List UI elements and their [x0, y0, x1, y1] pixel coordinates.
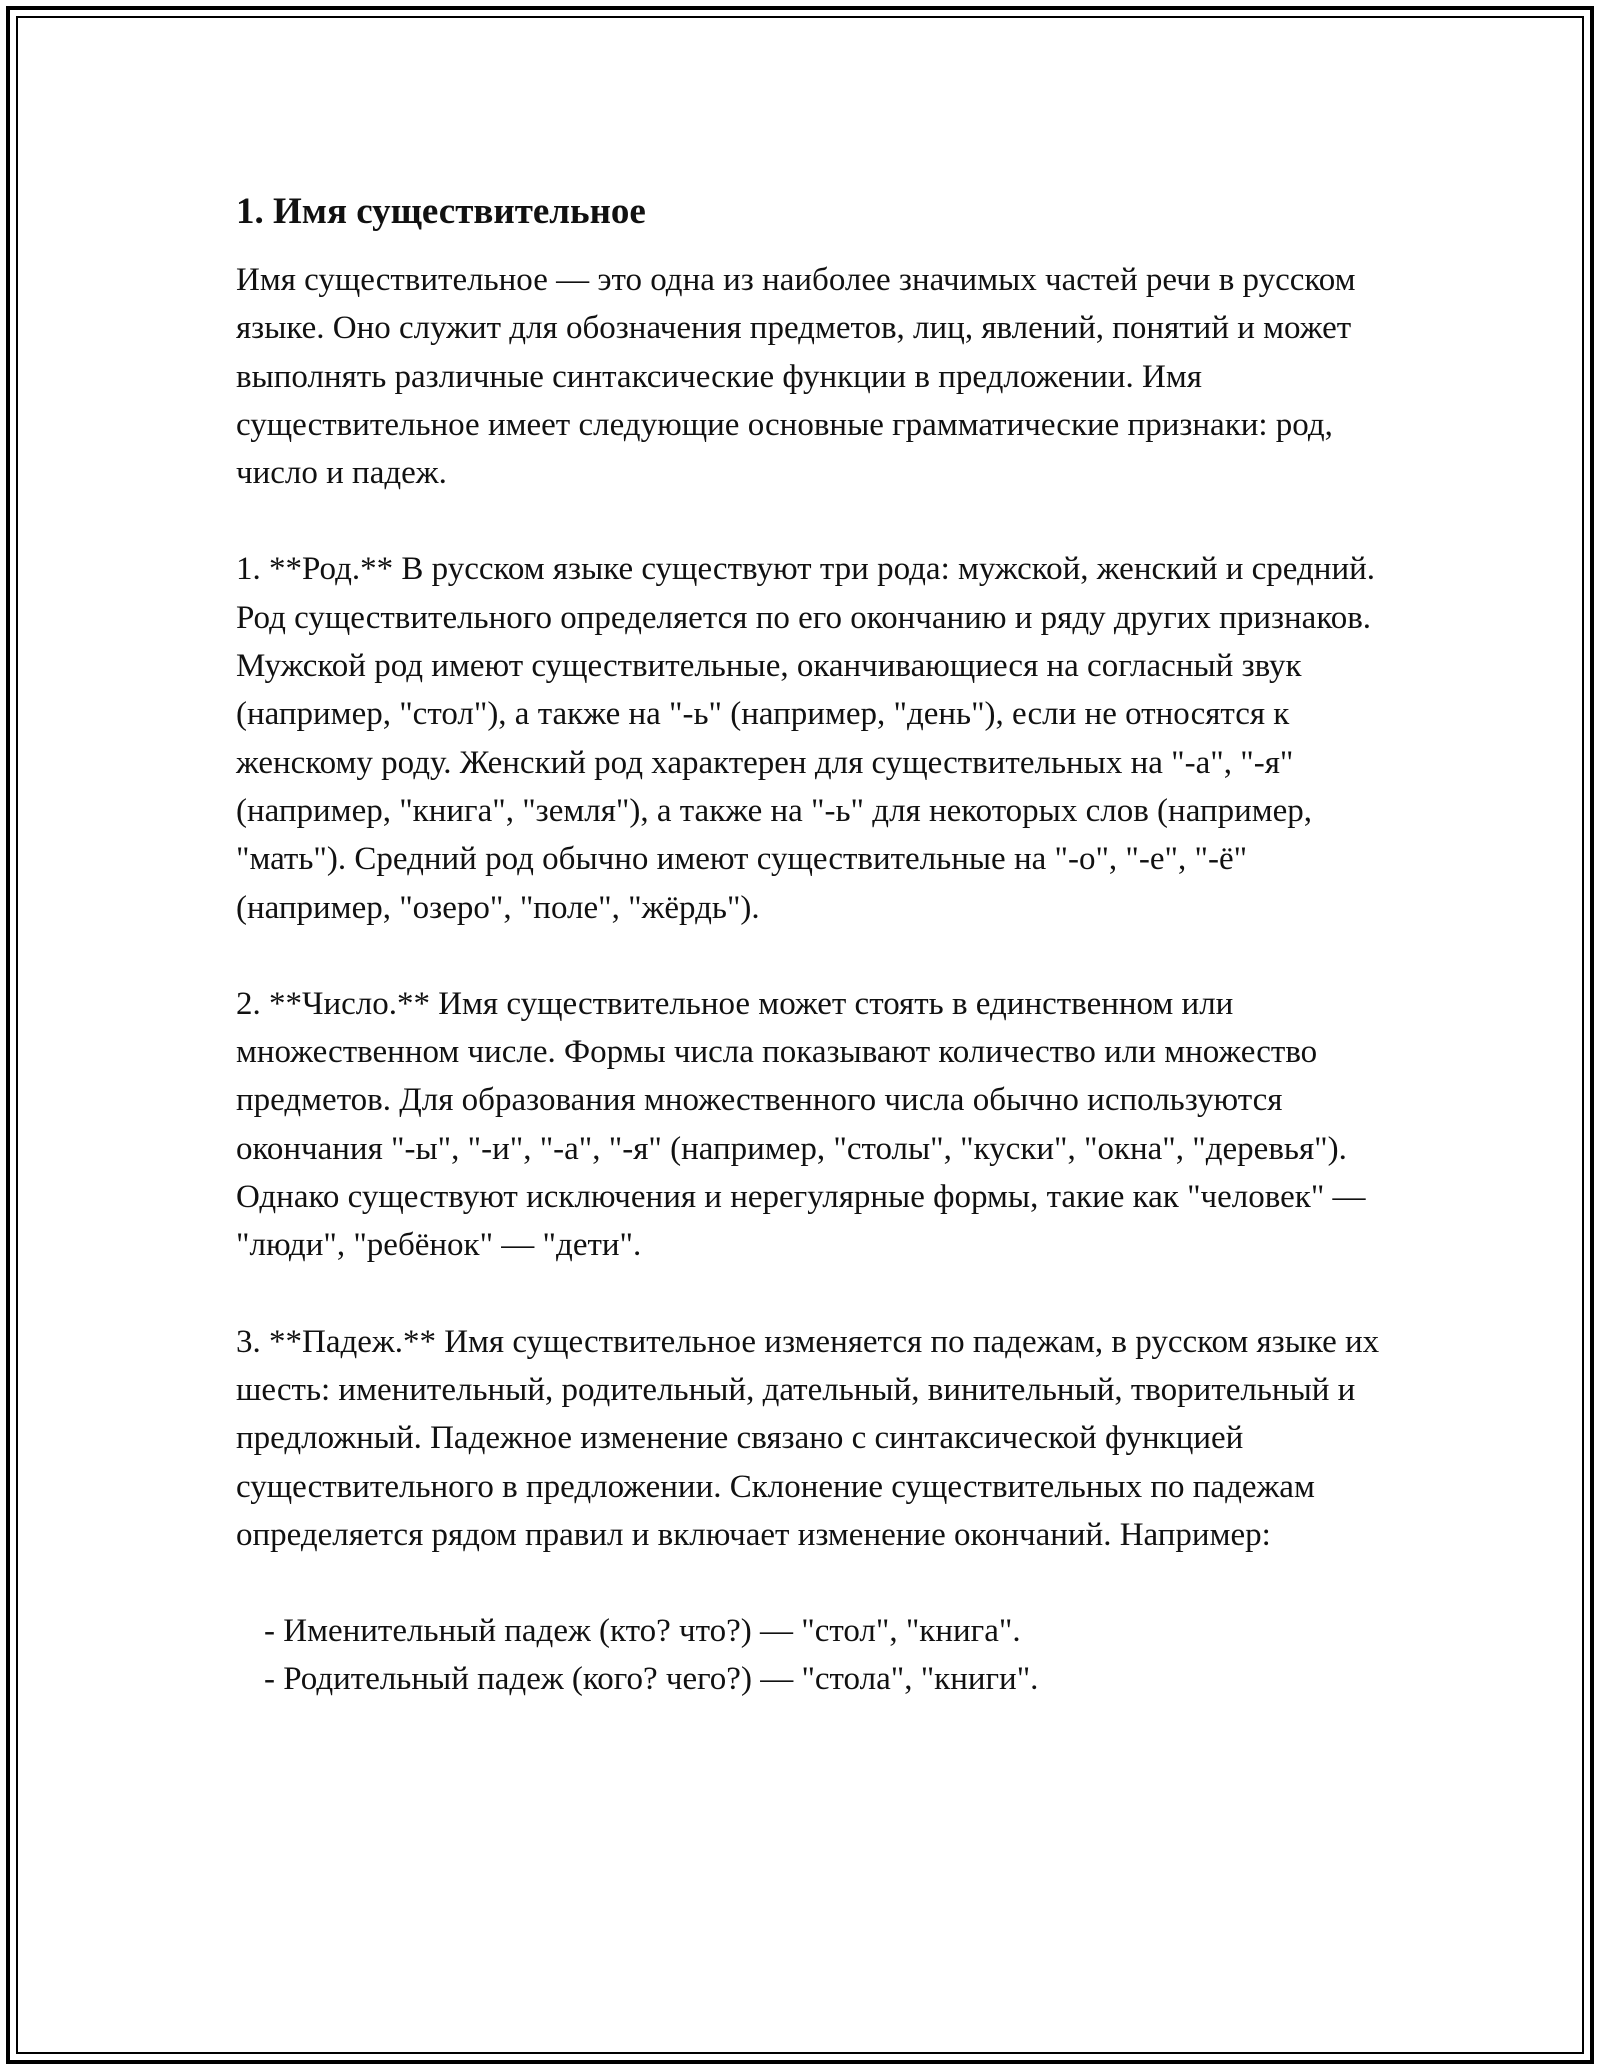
- intro-paragraph: Имя существительное — это одна из наиболее значимых частей речи в русском языке. Оно служит для обозначения предметов, лиц, явлений, понятий и может выполнять различные синтаксические функции в предложении. Имя существительное имеет следующие основные грамматические признаки: род, число и падеж.: [236, 262, 1356, 492]
- section-heading: 1. Имя существительное: [236, 191, 646, 232]
- example-nominative: - Именительный падеж (кто? что?) — "стол", "книга".: [264, 1613, 1021, 1650]
- case-paragraph: 3. **Падеж.** Имя существительное изменяется по падежам, в русском языке их шесть: именительный, родительный, дательный, винительный, творительный и предложный. Падежное изменение связано с синтаксической функцией существительного в предложении. Склонение существительных по падежам определяется рядом правил и включает изменение окончаний. Например:: [236, 1323, 1380, 1553]
- example-genitive: - Родительный падеж (кого? чего?) — "стола", "книги".: [264, 1661, 1039, 1698]
- case-examples-list: [236, 1607, 1396, 1703]
- document-body: [236, 186, 1396, 1703]
- gender-paragraph: 1. **Род.** В русском языке существуют три рода: мужской, женский и средний. Род существительного определяется по его окончанию и ряду других признаков. Мужской род имеют существительные, оканчивающиеся на согласный звук (например, "стол"), а также на "-ь" (например, "день"), если не относятся к женскому роду. Женский род характерен для существительных на "-а", "-я" (например, "книга", "земля"), а также на "-ь" для некоторых слов (например, "мать"). Средний род обычно имеют существительные на "-о", "-е", "-ё" (например, "озеро", "поле", "жёрдь").: [236, 551, 1376, 926]
- number-paragraph: 2. **Число.** Имя существительное может стоять в единственном или множественном числе. Формы числа показывают количество или множество предметов. Для образования множественного числа обычно используются окончания "-ы", "-и", "-а", "-я" (например, "столы", "куски", "окна", "деревья"). Однако существуют исключения и нерегулярные формы, такие как "человек" — "люди", "ребёнок" — "дети".: [236, 985, 1366, 1264]
